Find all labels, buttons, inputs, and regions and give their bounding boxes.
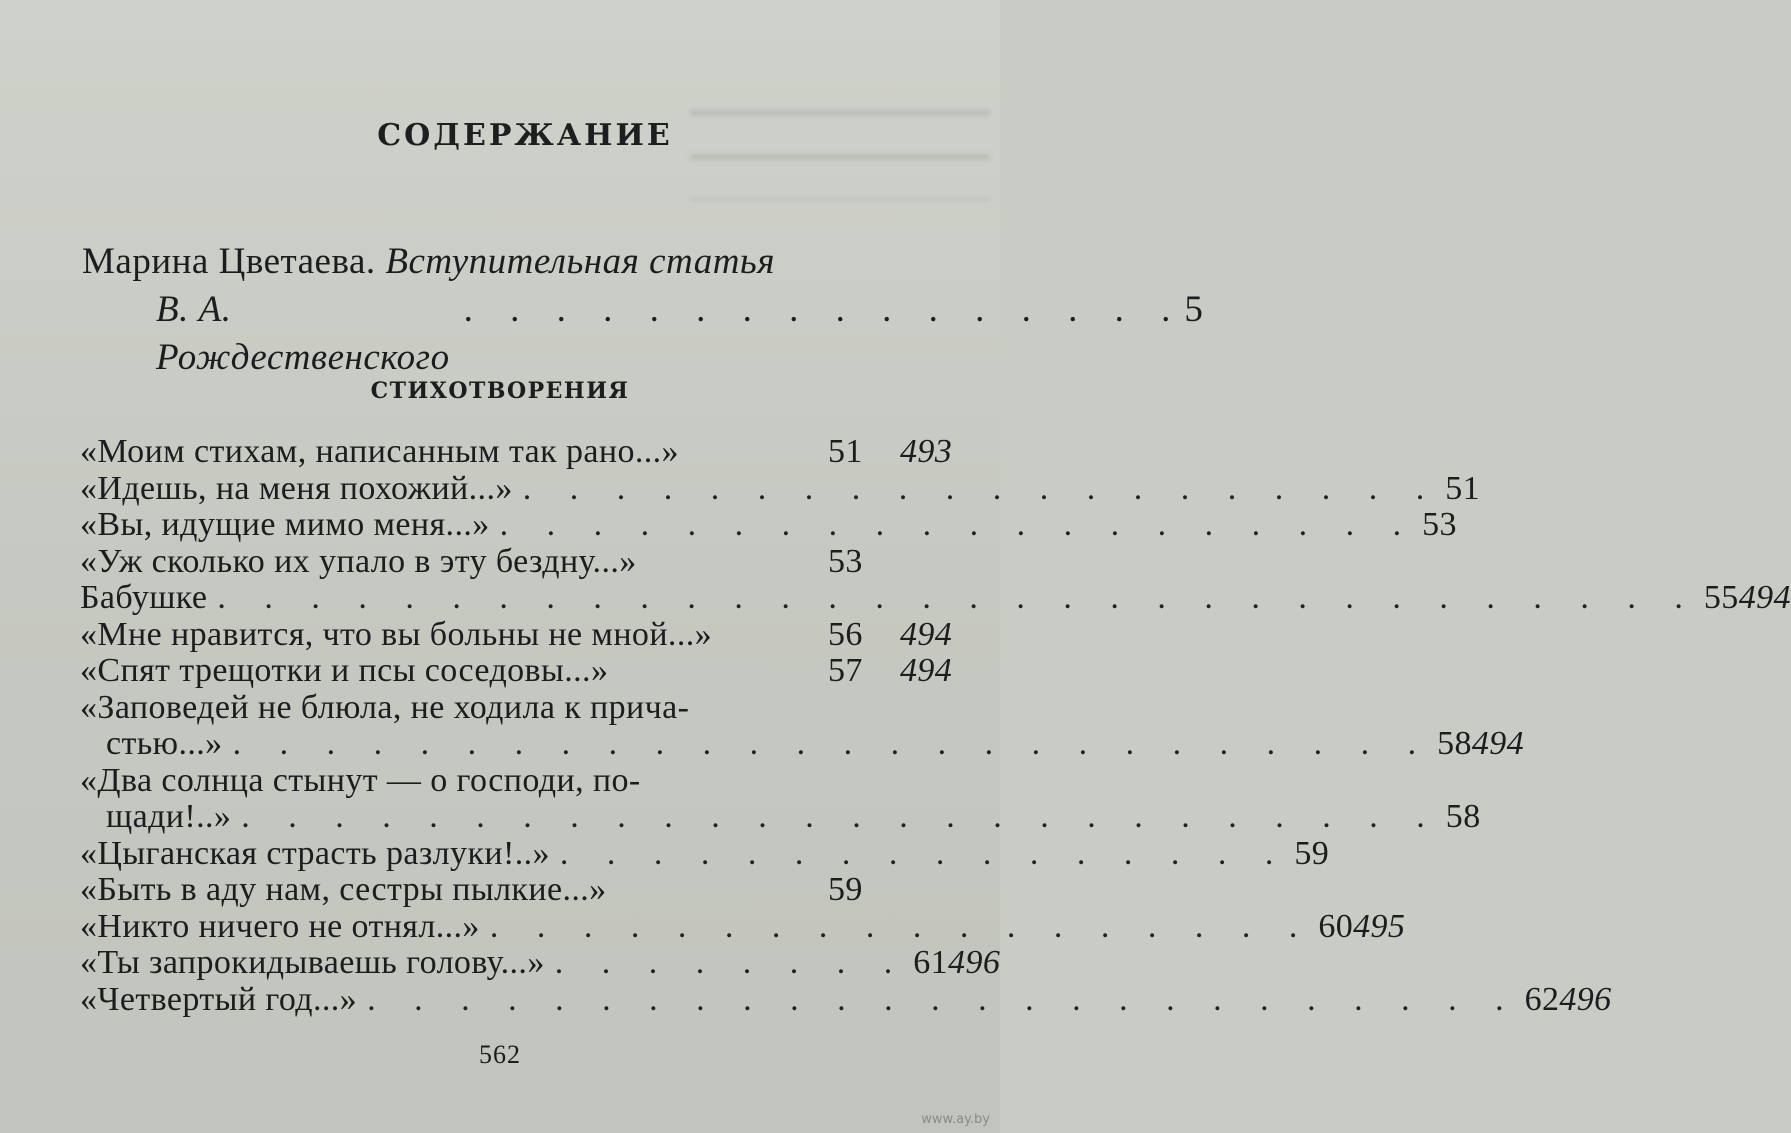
entry-title: «Цыганская страсть разлуки!..» xyxy=(80,834,550,872)
entry-continuation xyxy=(80,798,1481,836)
entry-page: 59 xyxy=(828,871,863,908)
entry-note-page: 496 xyxy=(948,944,1001,981)
entry-page: 56 xyxy=(828,615,863,653)
intro-title: Вступительная статья xyxy=(385,241,775,282)
entry-continuation xyxy=(80,725,1525,763)
entry-page: 60 xyxy=(1318,907,1354,945)
entry-title: «Вы, идущие мимо меня...» xyxy=(80,506,490,543)
toc-entry xyxy=(80,761,1481,836)
entry-note-page: 494 xyxy=(900,652,953,689)
entry-title-cont: стью...» xyxy=(106,725,223,762)
toc-entry xyxy=(80,506,1457,544)
entry-title: «Быть в аду нам, сестры пылкие...» xyxy=(80,871,607,908)
entry-page: 62 xyxy=(1524,980,1560,1018)
intro-line-1 xyxy=(82,238,942,286)
leader-dots: . . . . . . . . . . . . . . . . . . . . . . . . . . . . . . . . xyxy=(217,579,1698,616)
entry-title: «Никто ничего не отнял...» xyxy=(80,907,480,945)
entry-note-page: 494 xyxy=(900,615,953,653)
intro-title-cont: В. А. Рождественского xyxy=(156,289,450,378)
entry-page: 58 xyxy=(1445,798,1481,835)
entry-note-page: 494 xyxy=(1471,725,1525,762)
intro-entry xyxy=(82,238,1204,382)
entry-page: 57 xyxy=(828,652,863,689)
entry-page: 58 xyxy=(1437,725,1472,762)
entry-note-page: 496 xyxy=(1559,980,1612,1018)
entry-page: 59 xyxy=(1294,834,1330,872)
entry-title: «Мне нравится, что вы больны не мной...» xyxy=(80,615,713,653)
toc-entry xyxy=(80,434,960,471)
toc-entry xyxy=(80,469,1481,508)
entry-title-cont: щади!..» xyxy=(106,798,232,835)
toc-entry xyxy=(80,944,1001,982)
toc-entry xyxy=(80,579,1791,617)
toc-entry xyxy=(80,834,1330,873)
entry-title: «Идешь, на меня похожий...» xyxy=(80,469,513,507)
entry-note-page: 494 xyxy=(1738,579,1791,616)
entry-title: «Два солнца стынут — о господи, по- xyxy=(80,761,641,799)
intro-page-number: 5 xyxy=(1184,289,1204,330)
entry-page: 51 xyxy=(1445,469,1481,507)
entry-title: «Заповедей не блюла, не ходила к прича- xyxy=(80,688,690,726)
page-number-folio: 562 xyxy=(479,1040,521,1069)
leader-dots: . . . . . . . . . . . . . . . . . . xyxy=(489,907,1313,945)
leader-dots: . . . . . . . . . . . . . . . . . . . . xyxy=(499,506,1417,543)
entry-title: «Ты запрокидываешь голову...» xyxy=(80,944,545,981)
leader-dots: . . . . . . . . xyxy=(554,944,908,981)
entry-title: «Спят трещотки и псы соседовы...» xyxy=(80,652,609,689)
section-heading: СТИХОТВОРЕНИЯ xyxy=(370,378,630,404)
leader-dots: . . . . . . . . . . . . . . . . . . . . . . . . . . xyxy=(232,725,1432,762)
intro-author: Марина Цветаева. xyxy=(82,241,376,282)
intro-line-2 xyxy=(82,286,1204,382)
toc-entry xyxy=(80,544,960,581)
entry-page: 61 xyxy=(913,944,949,981)
toc-entry xyxy=(80,907,1406,946)
watermark-text: www.ay.by xyxy=(921,1112,990,1127)
contents-heading: СОДЕРЖАНИЕ xyxy=(377,118,673,153)
leader-dots: . . . . . . . . . . . . . . . . . . . . . . . . . xyxy=(367,980,1519,1018)
leader-dots: . . . . . . . . . . . . . . . . . . . . . . . . . . xyxy=(241,798,1440,835)
leader-dots: . . . . . . . . . . . . . . . . xyxy=(559,834,1289,872)
toc-list xyxy=(80,433,1791,1018)
entry-page: 53 xyxy=(828,542,863,580)
toc-entry xyxy=(80,617,960,654)
entry-title: «Уж сколько их упало в эту бездну...» xyxy=(80,542,637,580)
toc-entry xyxy=(80,688,1525,763)
entry-title: «Четвертый год...» xyxy=(80,980,358,1018)
toc-entry xyxy=(80,980,1612,1019)
entry-title: Бабушке xyxy=(80,579,208,616)
entry-page: 53 xyxy=(1422,506,1457,543)
toc-entry xyxy=(80,653,960,690)
entry-note-page: 493 xyxy=(900,433,953,470)
entry-title: «Моим стихам, написанным так рано...» xyxy=(80,433,679,470)
entry-page: 51 xyxy=(828,433,863,470)
leader-dots: . . . . . . . . . . . . . . . . xyxy=(463,289,1185,330)
entry-note-page: 495 xyxy=(1353,907,1406,945)
toc-entry xyxy=(80,872,960,909)
leader-dots: . . . . . . . . . . . . . . . . . . . . xyxy=(522,469,1440,507)
entry-page: 55 xyxy=(1703,579,1739,616)
